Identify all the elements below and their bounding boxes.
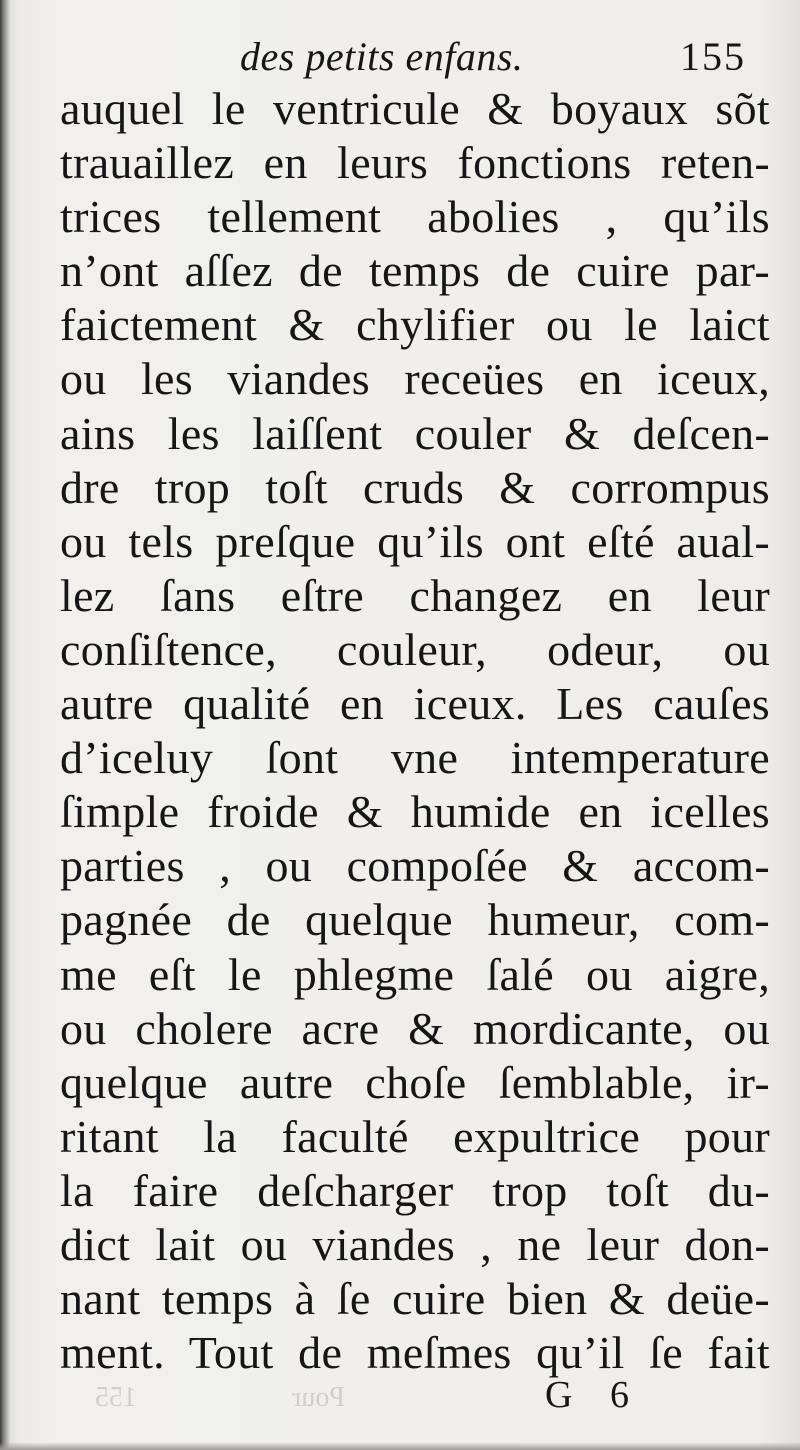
text-line: lez ſans eſtre changez en leur (60, 569, 770, 621)
text-line: dict lait ou viandes , ne leur don- (60, 1218, 770, 1270)
text-line: ment. Tout de meſmes qu’il ſe fait (60, 1327, 770, 1379)
text-line: ou les viandes receües en iceux, (60, 353, 770, 405)
bleed-through-word: Pour (292, 1382, 345, 1413)
text-line: faictement & chylifier ou le laict (60, 299, 770, 351)
text-line: me eſt le phlegme ſalé ou aigre, (60, 948, 770, 1000)
text-line: parties , ou compoſée & accom- (60, 840, 770, 892)
text-line: ritant la faculté expultrice pour (60, 1110, 770, 1162)
text-line: trices tellement abolies , qu’ils (60, 191, 770, 243)
page-bottom-edge (0, 1442, 800, 1450)
text-line: ſimple froide & humide en icelles (60, 786, 770, 838)
binding-gutter-shadow (0, 0, 10, 1450)
text-line: dre trop toſt cruds & corrompus (60, 461, 770, 513)
text-line: la faire deſcharger trop toſt du- (60, 1164, 770, 1216)
text-line: nant temps à ſe cuire bien & deüe- (60, 1273, 770, 1325)
page-number: 155 (680, 34, 746, 79)
text-line: ou tels preſque qu’ils ont eſté aual- (60, 515, 770, 567)
text-line: conſiſtence, couleur, odeur, ou (60, 623, 770, 675)
text-line: auquel le ventricule & boyaux sõt (60, 83, 770, 134)
signature-mark: G 6 (545, 1374, 643, 1416)
bleed-through-number: 155 (95, 1382, 137, 1413)
bleed-through-text (95, 1378, 345, 1418)
text-line: trauaillez en leurs fonctions reten- (60, 137, 770, 189)
running-head (0, 30, 800, 80)
text-line: ou cholere acre & mordicante, ou (60, 1002, 770, 1054)
body-text (60, 82, 770, 1380)
text-line: quelque autre choſe ſemblable, ir- (60, 1056, 770, 1108)
text-line: n’ont aſſez de temps de cuire par- (60, 245, 770, 297)
text-line: pagnée de quelque humeur, com- (60, 894, 770, 946)
text-line: autre qualité en iceux. Les cauſes (60, 678, 770, 730)
text-line: d’iceluy ſont vne intemperature (60, 732, 770, 784)
text-line: ains les laiſſent couler & deſcen- (60, 407, 770, 459)
running-title: des petits enfans. (240, 34, 524, 79)
